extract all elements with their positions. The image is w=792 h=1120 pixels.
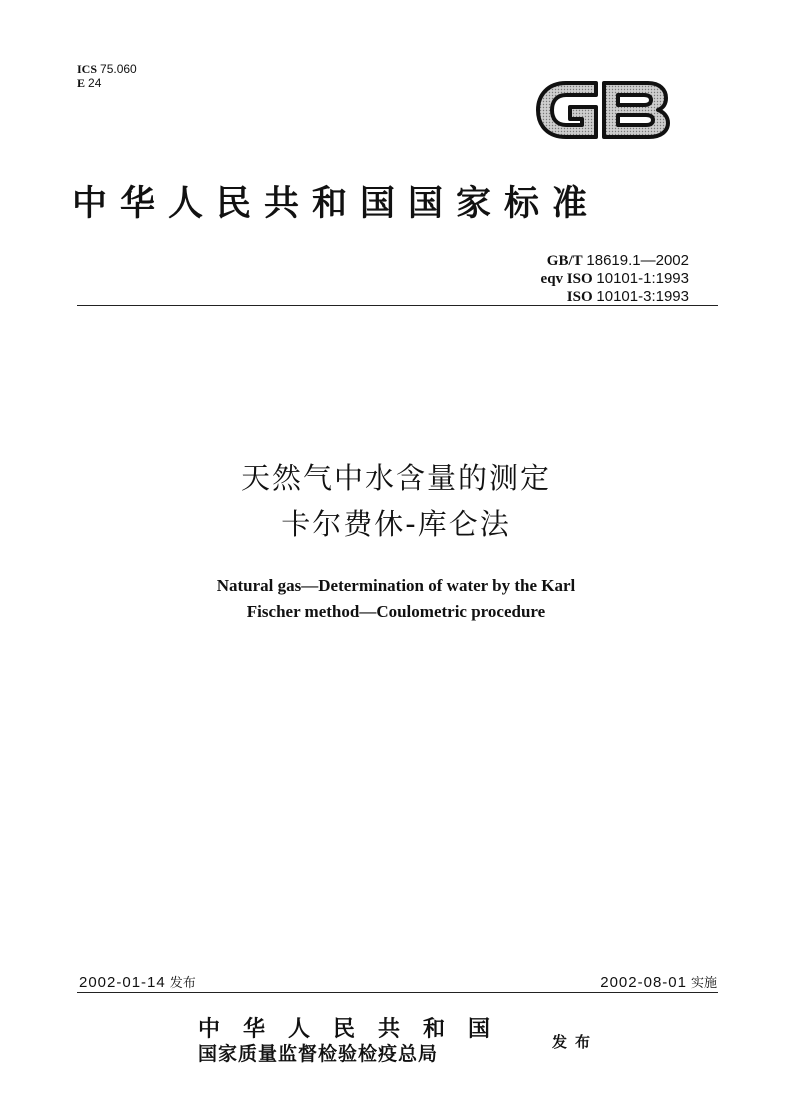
- issuer-line2: 国家质量监督检验检疫总局: [198, 1043, 439, 1065]
- chinese-title-line1: 天然气中水含量的测定: [240, 461, 551, 495]
- issue-date: [79, 972, 196, 992]
- chinese-title-line2: 卡尔费休-库仑法: [281, 507, 511, 541]
- standard-number: 10101-3:1993: [596, 288, 689, 305]
- national-standard-heading: 中华人民共和国国家标准: [72, 183, 601, 224]
- issuing-authority: [198, 1016, 513, 1066]
- top-divider: [77, 305, 718, 306]
- class-code: 24: [88, 76, 102, 90]
- ics-classification: [77, 62, 137, 90]
- english-title-line2: Fischer method—Coulometric procedure: [246, 602, 546, 621]
- issue-date-value: 2002-01-14: [79, 974, 166, 991]
- english-title: [0, 573, 792, 625]
- class-line: [77, 76, 137, 90]
- standard-prefix: GB/T: [546, 253, 583, 269]
- implementation-date-label: 实施: [690, 976, 717, 991]
- class-label: E: [77, 76, 86, 90]
- english-title-line1: Natural gas—Determination of water by the Karl: [216, 576, 576, 595]
- ics-line: [77, 62, 137, 76]
- gb-logo-icon: [530, 73, 672, 147]
- standard-number: 10101-1:1993: [596, 270, 689, 287]
- standard-number-block: [541, 252, 689, 306]
- standard-number-line: [541, 288, 689, 306]
- ics-code: 75.060: [100, 62, 137, 76]
- standard-number: 18619.1—2002: [586, 252, 689, 269]
- issue-date-label: 发布: [169, 976, 196, 991]
- implementation-date: [600, 972, 717, 992]
- issuer-line1: 中华人民共和国: [198, 1016, 514, 1042]
- bottom-divider: [77, 992, 718, 993]
- standard-number-line: [541, 270, 689, 288]
- standard-prefix: ISO: [566, 289, 593, 305]
- standard-prefix: eqv ISO: [540, 271, 593, 287]
- publish-label: 发布: [552, 1033, 599, 1051]
- chinese-title: [0, 455, 792, 547]
- standard-number-line: [541, 252, 689, 270]
- ics-label: ICS: [77, 62, 98, 76]
- implementation-date-value: 2002-08-01: [600, 974, 687, 991]
